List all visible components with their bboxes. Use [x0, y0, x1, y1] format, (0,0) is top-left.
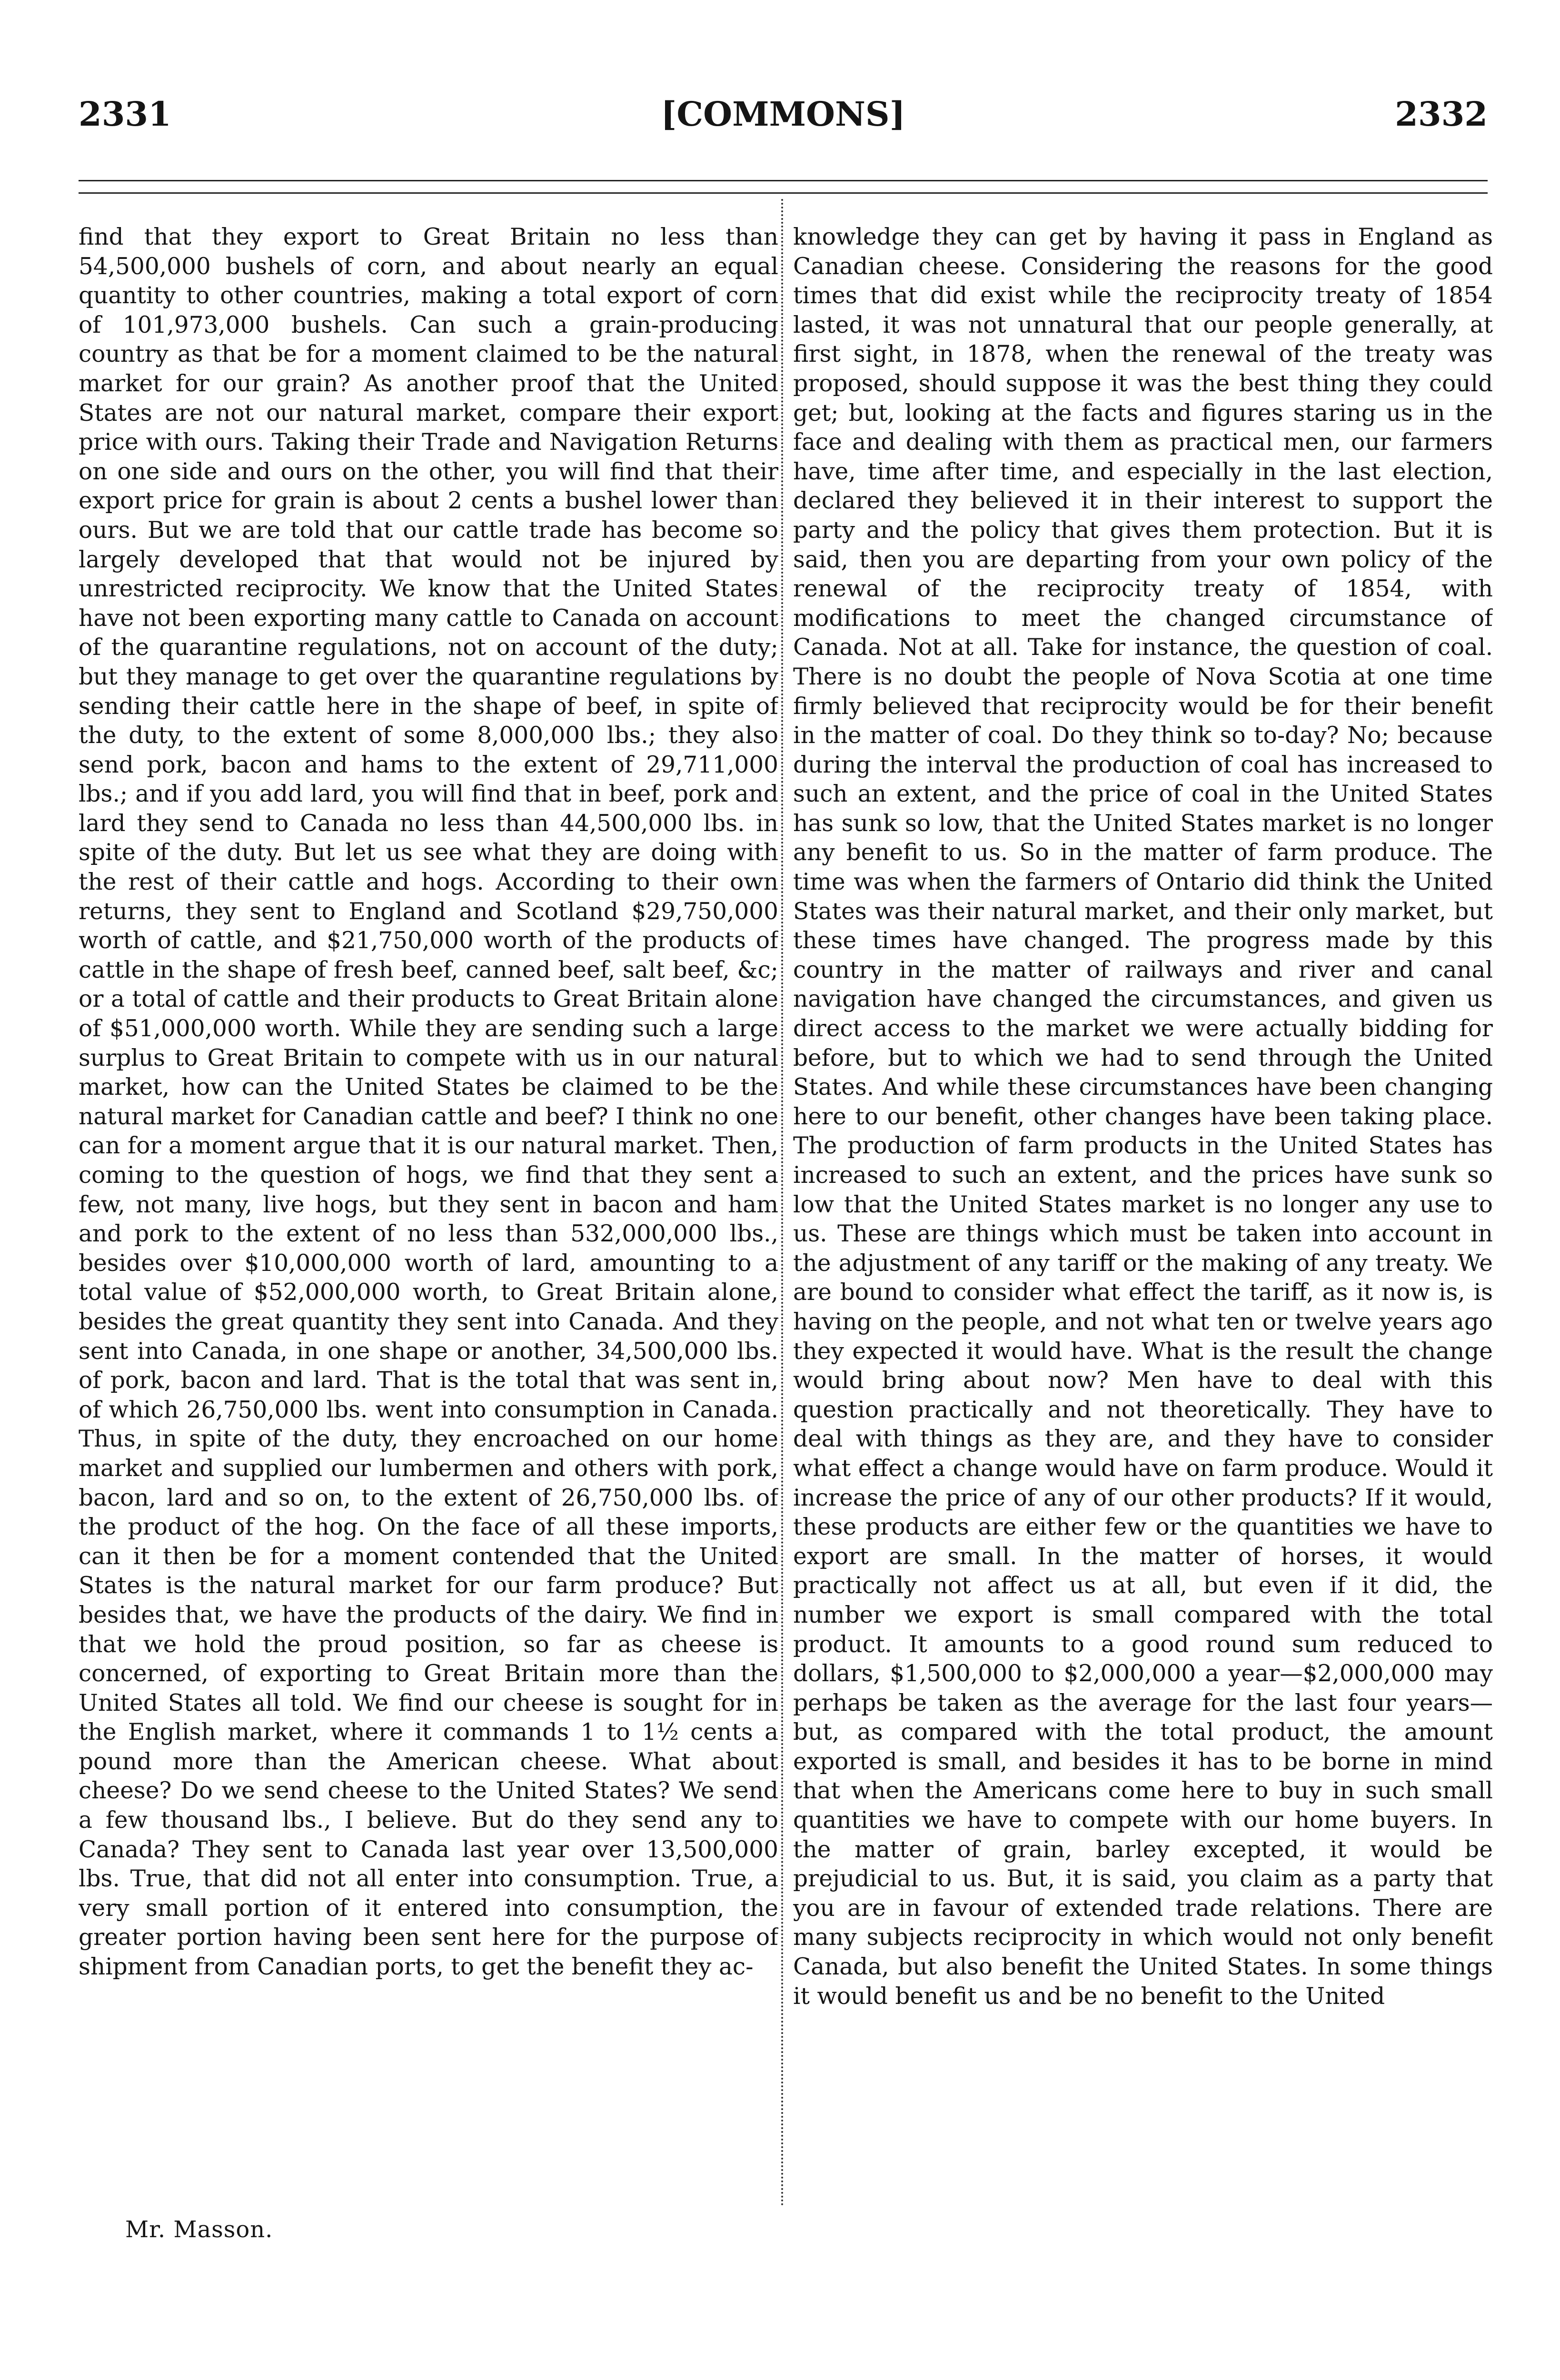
- header-rule-top: [79, 180, 1488, 181]
- left-column-text: find that they export to Great Britain no less than 54,500,000 bushels of corn, and about nearly an equal quantity to other countries, making a total export of corn of 101,973,000 bushels. Can such a grain-producing country as that be for a moment claimed to be the natural market for our grain? As another proof that the United States are not our natural market, compare their export price with ours. Taking their Trade and Navigation Returns on one side and ours on the other, you will find that their export price for grain is about 2 cents a bushel lower than ours. But we are told that our cattle trade has become so largely developed that that would not be injured by unrestricted reciprocity. We know that the United States have not been exporting many cattle to Canada on account of the quarantine regulations, not on account of the duty; but they manage to get over the quarantine regulations by sending their cattle here in the shape of beef, in spite of the duty, to the extent of some 8,000,000 lbs.; they also send pork, bacon and hams to the extent of 29,711,000 lbs.; and if you add lard, you will find that in beef, pork and lard they send to Canada no less than 44,500,000 lbs. in spite of the duty. But let us see what they are doing with the rest of their cattle and hogs. According to their own returns, they sent to England and Scotland $29,750,000 worth of cattle, and $21,750,000 worth of the products of cattle in the shape of fresh beef, canned beef, salt beef, &c; or a total of cattle and their products to Great Britain alone of $51,000,000 worth. While they are sending such a large surplus to Great Britain to compete with us in our natural market, how can the United States be claimed to be the natural market for Canadian cattle and beef? I think no one can for a moment argue that it is our natural market. Then, coming to the question of hogs, we find that they sent a few, not many, live hogs, but they sent in bacon and ham and pork to the extent of no less than 532,000,000 lbs., besides over $10,000,000 worth of lard, amounting to a total value of $52,000,000 worth, to Great Britain alone, besides the great quantity they sent into Canada. And they sent into Canada, in one shape or another, 34,500,000 lbs. of pork, bacon and lard. That is the total that was sent in, of which 26,750,000 lbs. went into consumption in Canada. Thus, in spite of the duty, they encroached on our home market and supplied our lumbermen and others with pork, bacon, lard and so on, to the extent of 26,750,000 lbs. of the product of the hog. On the face of all these imports, can it then be for a moment contended that the United States is the natural market for our farm produce? But besides that, we have the products of the dairy. We find in that we hold the proud position, so far as cheese is concerned, of exporting to Great Britain more than the United States all told. We find our cheese is sought for in the English market, where it commands 1 to 1½ cents a pound more than the American cheese. What about cheese? Do we send cheese to the United States? We send a few thousand lbs., I believe. But do they send any to Canada? They sent to Canada last year over 13,500,000 lbs. True, that did not all enter into consumption. True, a very small portion of it entered into consumption, the greater portion having been sent here for the purpose of shipment from Canadian ports, to get the benefit they ac-: [79, 224, 778, 1981]
- page-header: [79, 95, 1488, 133]
- right-column-text: knowledge they can get by having it pass in England as Canadian cheese. Considering the reasons for the good times that did exist while the reciprocity treaty of 1854 lasted, it was not unnatural that our people generally, at first sight, in 1878, when the renewal of the treaty was proposed, should suppose it was the best thing they could get; but, looking at the facts and figures staring us in the face and dealing with them as practical men, our farmers have, time after time, and especially in the last election, declared they believed it in their interest to support the party and the policy that gives them protection. But it is said, then you are departing from your own policy of the renewal of the reciprocity treaty of 1854, with modifications to meet the changed circumstance of Canada. Not at all. Take for instance, the question of coal. There is no doubt the people of Nova Scotia at one time firmly believed that reciprocity would be for their benefit in the matter of coal. Do they think so to-day? No; because during the interval the production of coal has increased to such an extent, and the price of coal in the United States has sunk so low, that the United States market is no longer any benefit to us. So in the matter of farm produce. The time was when the farmers of Ontario did think the United States was their natural market, and their only market, but these times have changed. The progress made by this country in the matter of railways and river and canal navigation have changed the circumstances, and given us direct access to the market we were actually bidding for before, but to which we had to send through the United States. And while these circumstances have been changing here to our benefit, other changes have been taking place. The production of farm products in the United States has increased to such an extent, and the prices have sunk so low that the United States market is no longer any use to us. These are things which must be taken into account in the adjustment of any tariff or the making of any treaty. We are bound to consider what effect the tariff, as it now is, is having on the people, and not what ten or twelve years ago they expected it would have. What is the result the change would bring about now? Men have to deal with this question practically and not theoretically. They have to deal with things as they are, and they have to consider what effect a change would have on farm produce. Would it increase the price of any of our other products? If it would, these products are either few or the quantities we have to export are small. In the matter of horses, it would practically not affect us at all, but even if it did, the number we export is small compared with the total product. It amounts to a good round sum reduced to dollars, $1,500,000 to $2,000,000 a year—$2,000,000 may perhaps be taken as the average for the last four years—but, as compared with the total product, the amount exported is small, and besides it has to be borne in mind that when the Americans come here to buy in such small quantities we have to compete with our home buyers. In the matter of grain, barley excepted, it would be prejudicial to us. But, it is said, you claim as a party that you are in favour of extended trade relations. There are many subjects reciprocity in which would not only benefit Canada, but also benefit the United States. In some things it would benefit us and be no benefit to the United: [793, 224, 1493, 2010]
- header-rule-bottom: [79, 192, 1488, 194]
- right-page-number: 2332: [1395, 94, 1488, 134]
- speaker-name: Mr. Masson.: [125, 2216, 273, 2243]
- column-divider: [781, 199, 783, 2208]
- section-title: [COMMONS]: [661, 94, 905, 134]
- left-page-number: 2331: [79, 94, 171, 134]
